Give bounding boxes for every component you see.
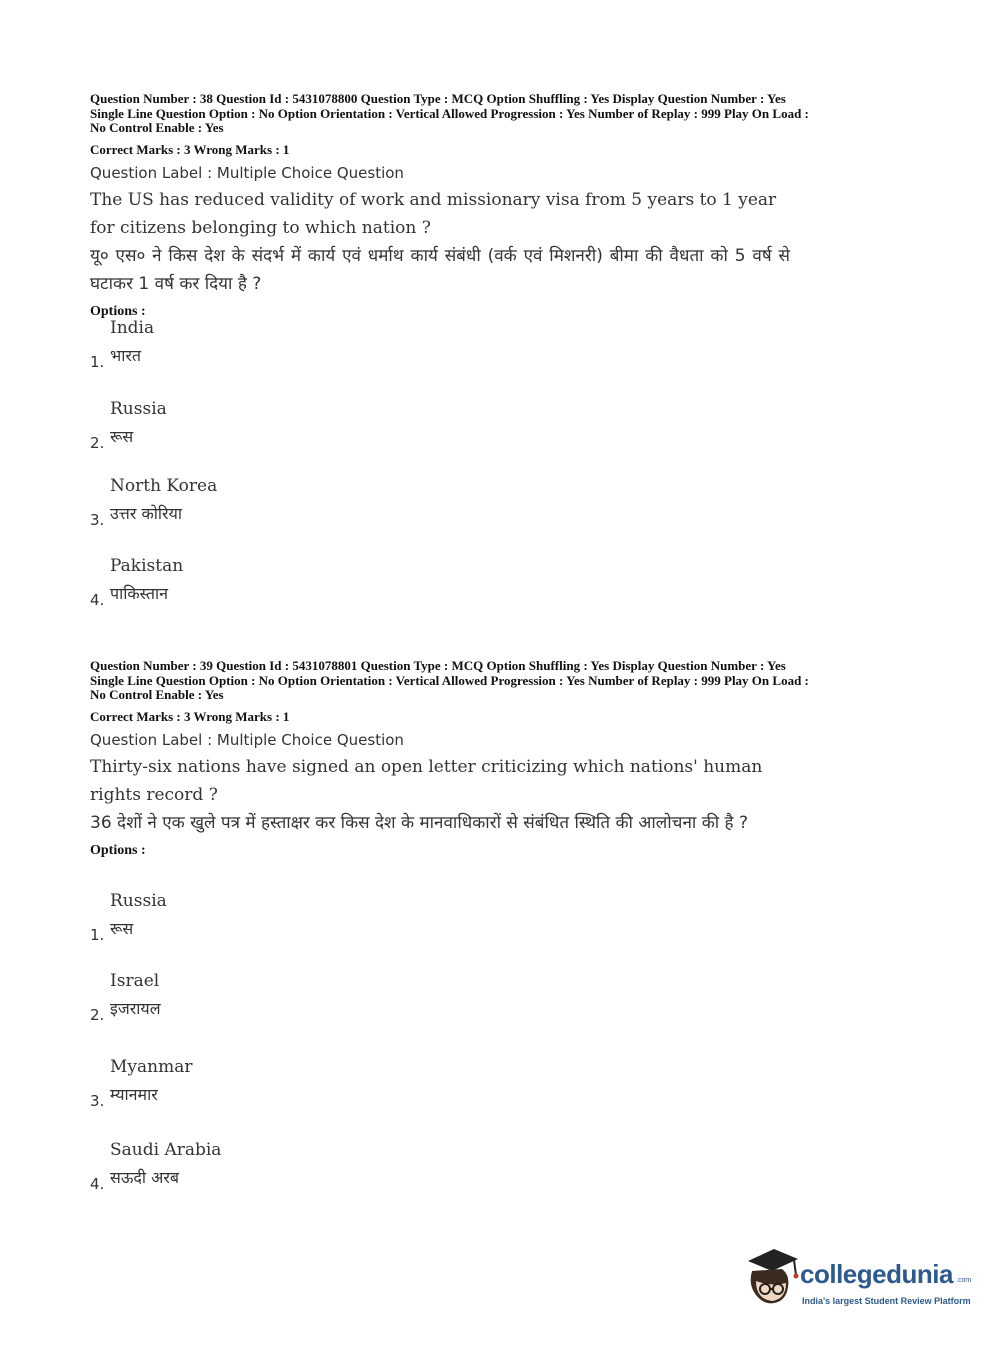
option-text-hindi: उत्तर कोरिया xyxy=(110,504,182,523)
option-text-english: India xyxy=(110,318,155,338)
question-block xyxy=(90,92,920,320)
option-number: 4. xyxy=(90,591,105,609)
option-text-english: Myanmar xyxy=(110,1057,193,1077)
marks-line: Correct Marks : 3 Wrong Marks : 1 xyxy=(90,141,290,157)
option-number: 1. xyxy=(90,926,105,944)
meta-line: No Control Enable : Yes xyxy=(90,120,224,135)
mascot-icon xyxy=(742,1245,802,1311)
options-list xyxy=(90,318,920,618)
option-number: 3. xyxy=(90,1092,105,1110)
option-item[interactable] xyxy=(90,1140,490,1200)
option-number: 3. xyxy=(90,511,105,529)
option-item[interactable] xyxy=(90,476,490,536)
option-text-hindi: म्यानमार xyxy=(110,1085,158,1104)
option-number: 2. xyxy=(90,434,105,452)
question-meta xyxy=(90,659,920,703)
option-text-hindi: रूस xyxy=(110,427,134,446)
question-text-english: Thirty-six nations have signed an open letter criticizing which nations' human rights record ? xyxy=(90,756,763,805)
option-number: 2. xyxy=(90,1006,105,1024)
option-text-english: Saudi Arabia xyxy=(110,1140,222,1160)
option-item[interactable] xyxy=(90,399,490,459)
options-heading: Options : xyxy=(90,842,146,858)
option-item[interactable] xyxy=(90,891,490,951)
question-label: Question Label : Multiple Choice Question xyxy=(90,730,404,749)
option-item[interactable] xyxy=(90,971,490,1031)
option-text-english: North Korea xyxy=(110,476,218,496)
options-list xyxy=(90,891,920,1201)
logo-brand-text: collegedunia xyxy=(800,1259,953,1289)
question-label: Question Label : Multiple Choice Question xyxy=(90,163,404,182)
meta-line: Single Line Question Option : No Option Orientation : Vertical Allowed Progression : Yes Number of Replay : 999 Play On Load : xyxy=(90,105,809,121)
question-meta xyxy=(90,92,920,136)
option-text-hindi: सऊदी अरब xyxy=(110,1168,180,1187)
option-text-english: Russia xyxy=(110,399,167,419)
meta-line: Single Line Question Option : No Option Orientation : Vertical Allowed Progression : Yes Number of Replay : 999 Play On Load : xyxy=(90,672,809,688)
option-number: 1. xyxy=(90,353,105,371)
option-number: 4. xyxy=(90,1175,105,1193)
logo-suffix: .com xyxy=(956,1277,972,1284)
logo-tagline: India's largest Student Review Platform xyxy=(802,1296,971,1306)
option-text-english: Russia xyxy=(110,891,167,911)
option-text-hindi: भारत xyxy=(110,346,142,365)
meta-line: Question Number : 39 Question Id : 5431078801 Question Type : MCQ Option Shuffling : Yes Display Question Number : Yes xyxy=(90,658,786,673)
option-text-english: Israel xyxy=(110,971,160,991)
option-text-english: Pakistan xyxy=(110,556,184,576)
option-item[interactable] xyxy=(90,318,490,378)
option-text-hindi: पाकिस्तान xyxy=(110,584,169,603)
collegedunia-logo xyxy=(742,1245,972,1315)
option-text-hindi: रूस xyxy=(110,919,134,938)
question-text-hindi: यू० एस० ने किस देश के संदर्भ में कार्य एवं धर्माथ कार्य संबंधी (वर्क एवं मिशनरी) बीमा की वैधता को 5 वर्ष से घटाकर 1 वर्ष कर दिया है ? xyxy=(90,245,790,294)
meta-line: Question Number : 38 Question Id : 5431078800 Question Type : MCQ Option Shuffling : Yes Display Question Number : Yes xyxy=(90,91,786,106)
meta-line: No Control Enable : Yes xyxy=(90,687,224,702)
question-block xyxy=(90,659,920,859)
option-item[interactable] xyxy=(90,1057,490,1117)
marks-line: Correct Marks : 3 Wrong Marks : 1 xyxy=(90,708,290,724)
option-text-hindi: इजरायल xyxy=(110,999,161,1018)
question-text-english: The US has reduced validity of work and missionary visa from 5 years to 1 year for citizens belonging to which nation ? xyxy=(90,189,777,238)
question-text-hindi: 36 देशों ने एक खुले पत्र में हस्ताक्षर कर किस देश के मानवाधिकारों से संबंधित स्थिति की आलोचना की है ? xyxy=(90,812,749,833)
option-item[interactable] xyxy=(90,556,490,616)
options-heading: Options : xyxy=(90,303,146,319)
